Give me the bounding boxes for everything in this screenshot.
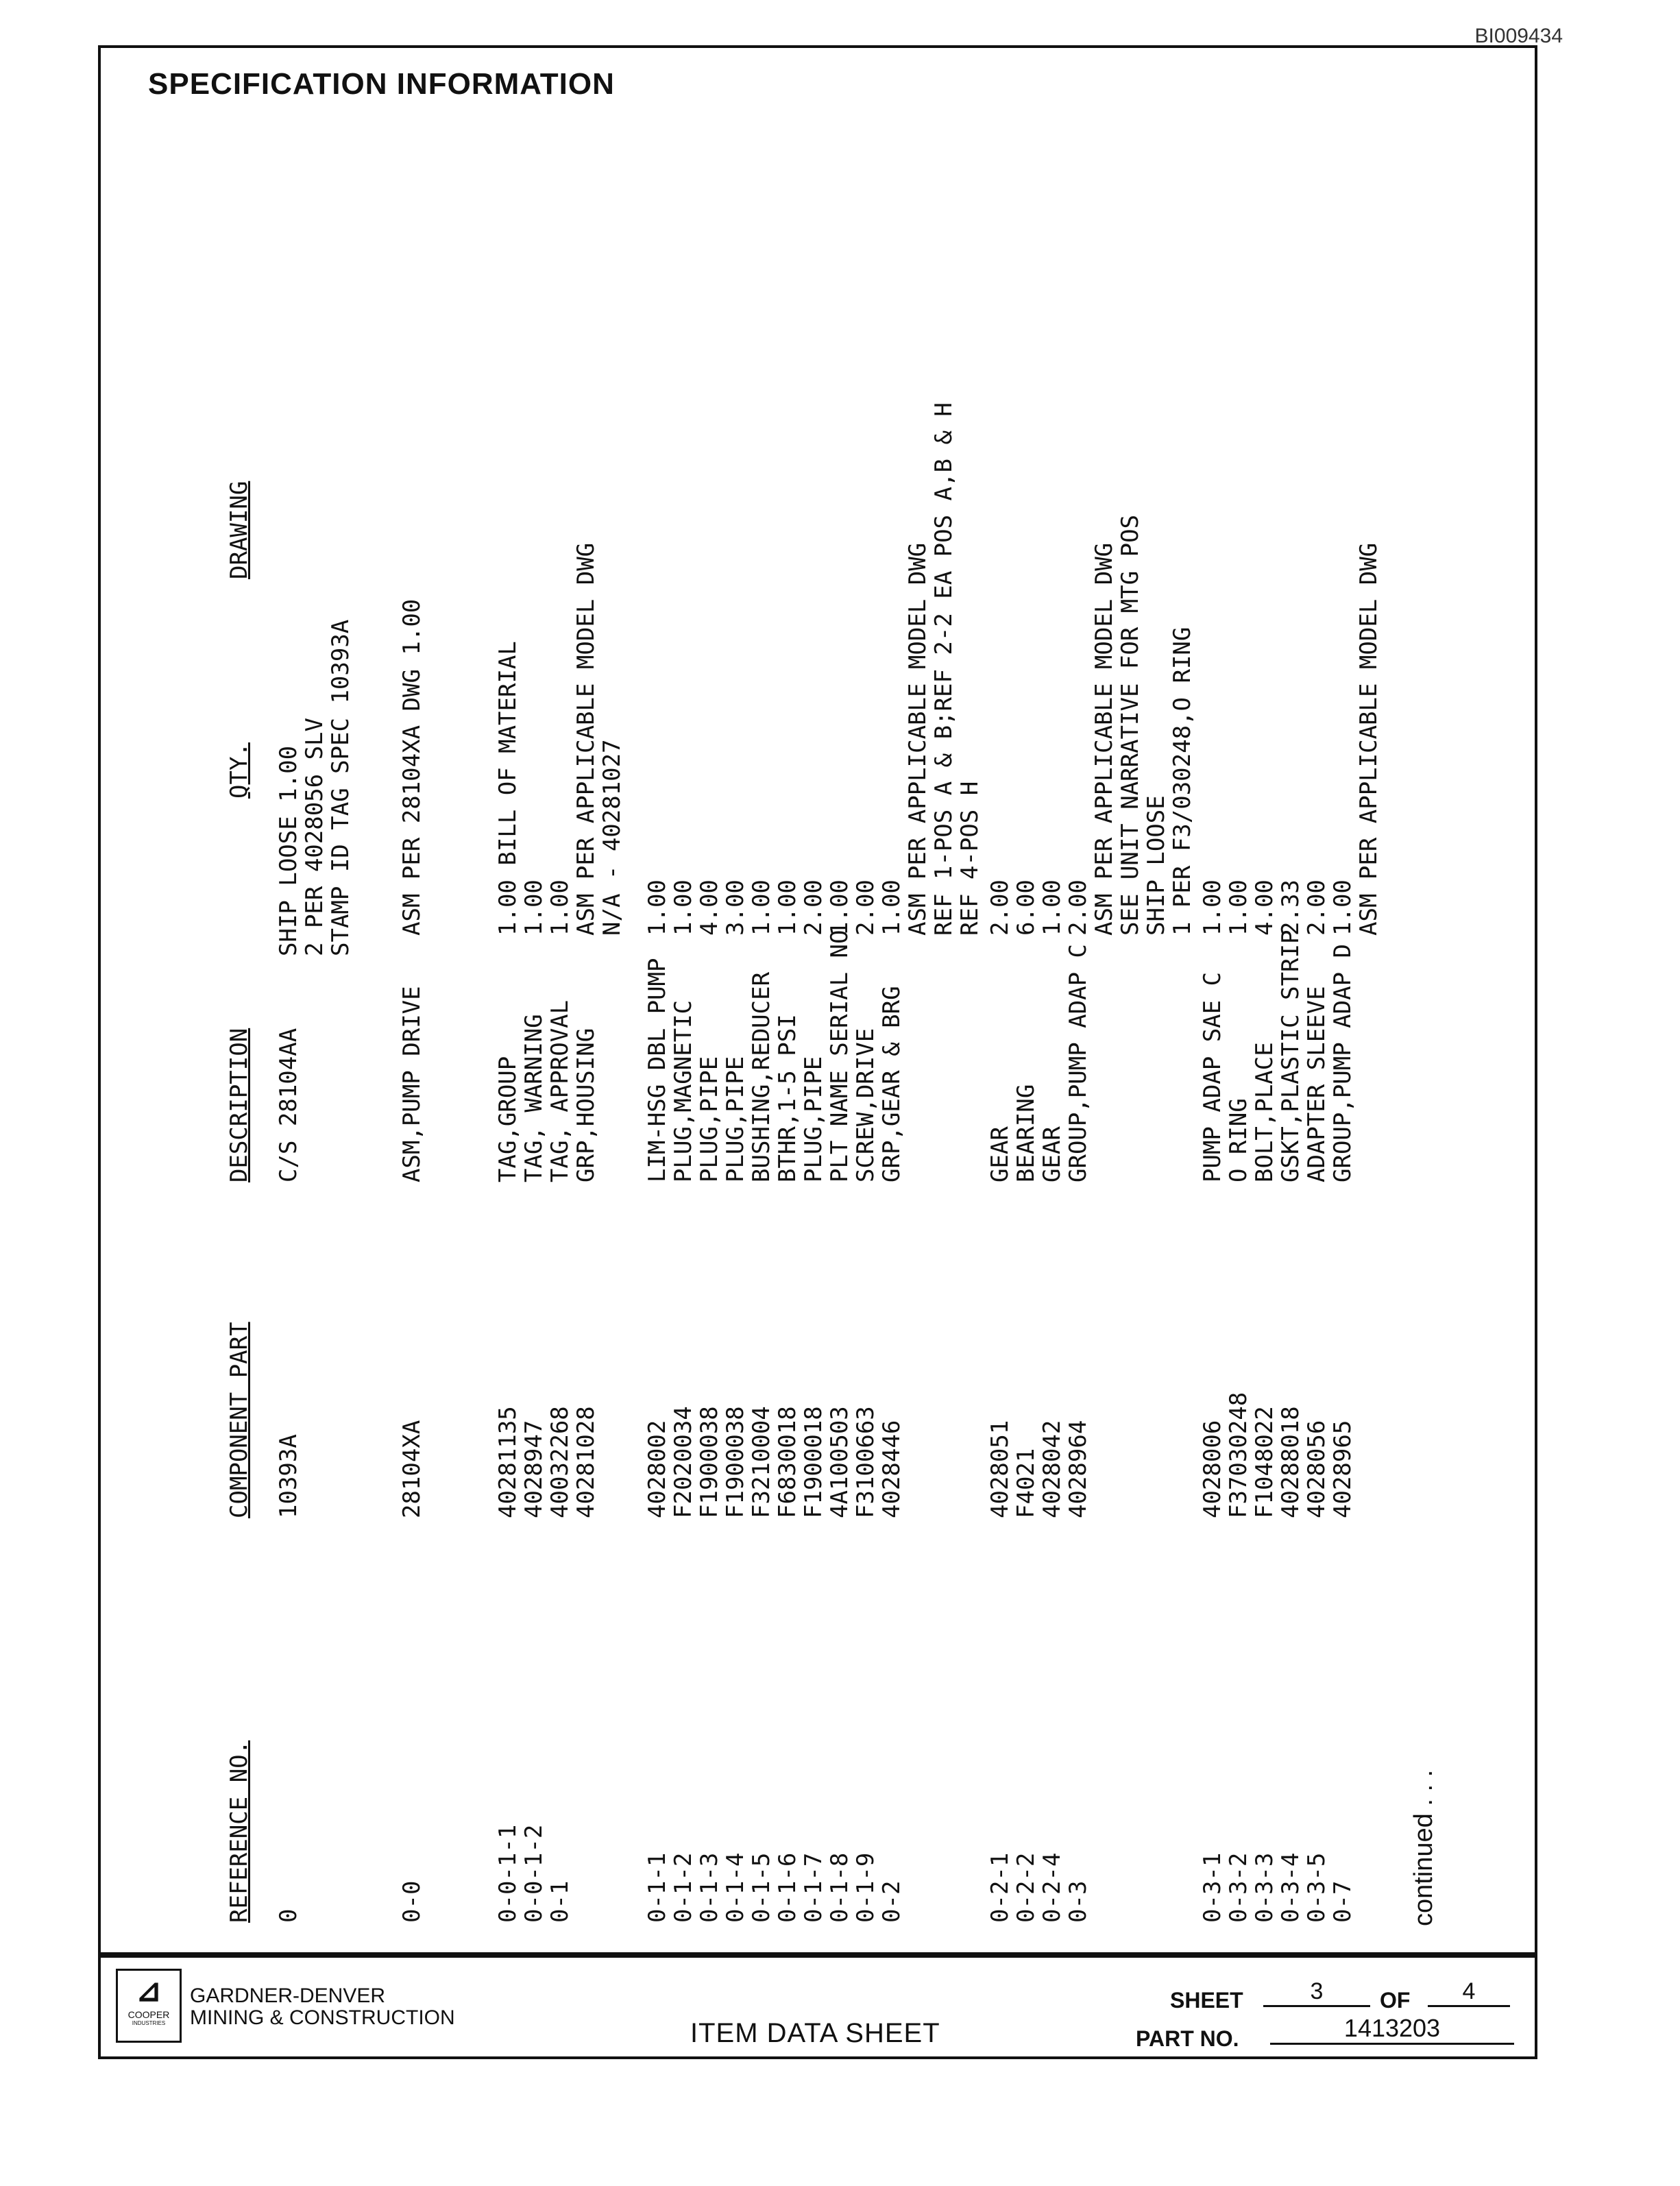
page-title: SPECIFICATION INFORMATION [148, 67, 615, 101]
row-ref: 0 [275, 1908, 302, 1923]
company-line-2: MINING & CONSTRUCTION [190, 2006, 455, 2029]
row-desc: TAG,GROUP TAG, WARNING TAG, APPROVAL GRP,HOUSING [494, 999, 600, 1182]
part-number-label: PART NO. [1136, 2026, 1239, 2051]
rotated-table [226, 99, 1453, 1923]
row-ref: 0-3-1 0-3-2 0-3-3 0-3-4 0-3-5 0-7 [1199, 1852, 1356, 1923]
column-header-component: COMPONENT PART [226, 1322, 253, 1518]
part-number: 1413203 [1270, 2014, 1514, 2045]
row-ref: 0-2-1 0-2-2 0-2-4 0-3 [986, 1852, 1092, 1923]
company-name [190, 1985, 455, 2029]
logo-subtext: INDUSTRIES [132, 2020, 166, 2026]
row-part: 4028002 F2020034 F1900038 F1900038 F3210004 F6830018 F1900018 4A100503 F3100663 4028446 [644, 1406, 905, 1518]
column-header-qty: QTY. [226, 742, 253, 799]
row-qty: 1.00 1.00 4.00 2.33 2.00 1.00 ASM PER APPLICABLE MODEL DWG [1199, 542, 1383, 936]
row-qty: SHIP LOOSE 1.00 2 PER 4028056 SLV STAMP ID TAG SPEC 10393A [275, 619, 354, 956]
continued-note: continued . . . [1409, 1769, 1438, 1926]
company-line-1: GARDNER-DENVER [190, 1984, 386, 2007]
sheet-total: 4 [1428, 1978, 1510, 2007]
row-desc: GEAR BEARING GEAR GROUP,PUMP ADAP C [986, 944, 1092, 1182]
row-ref: 0-0 [398, 1880, 426, 1923]
column-header-drawing: DRAWING [226, 481, 253, 579]
row-desc: LIM-HSG DBL PUMP PLUG,MAGNETIC PLUG,PIPE PLUG,PIPE BUSHING,REDUCER BTHR,1-5 PSI PLUG,PIPE PLT NAME SERIAL NO SCREW,DRIVE GRP,GEAR & BRG [644, 930, 905, 1182]
row-desc: ASM,PUMP DRIVE [398, 986, 426, 1182]
row-part: 40281135 4028947 40032268 40281028 [494, 1406, 600, 1518]
column-header-description: DESCRIPTION [226, 1028, 253, 1182]
row-ref: 0-0-1-1 0-0-1-2 0-1 [494, 1824, 574, 1923]
row-part: 4028051 F4021 4028042 4028964 [986, 1420, 1092, 1518]
row-part: 4028006 F37030248 F1048022 40288018 4028056 4028965 [1199, 1392, 1356, 1518]
row-ref: 0-1-1 0-1-2 0-1-3 0-1-4 0-1-5 0-1-6 0-1-7 0-1-8 0-1-9 0-2 [644, 1852, 905, 1923]
row-qty: 1.00 1.00 4.00 3.00 1.00 1.00 2.00 1.00 2.00 1.00 ASM PER APPLICABLE MODEL DWG REF 1-POS A & B;REF 2-2 EA POS A,B & H REF 4-POS H [644, 402, 984, 936]
row-desc: PUMP ADAP SAE C O RING BOLT,PLACE GSKT,PLASTIC STRIP ADAPTER SLEEVE GROUP,PUMP ADAP D [1199, 930, 1356, 1182]
column-header-reference: REFERENCE NO. [226, 1740, 253, 1923]
row-part: 28104XA [398, 1420, 426, 1518]
row-qty: ASM PER 28104XA DWG 1.00 [398, 598, 426, 936]
company-logo [116, 1969, 182, 2043]
row-qty: 2.00 6.00 1.00 2.00 ASM PER APPLICABLE MODEL DWG SEE UNIT NARRATIVE FOR MTG POS SHIP LOOSE 1 PER F3/030248,O RING [986, 514, 1196, 936]
logo-text: COOPER [127, 2009, 170, 2020]
title-block [98, 1955, 1537, 2059]
of-label: OF [1380, 1988, 1411, 2013]
document-title: ITEM DATA SHEET [690, 2018, 940, 2048]
row-part: 10393A [275, 1434, 302, 1518]
logo-icon: ⊿ [135, 1972, 162, 2008]
row-desc: C/S 28104AA [275, 1028, 302, 1182]
row-qty: 1.00 BILL OF MATERIAL 1.00 1.00 ASM PER APPLICABLE MODEL DWG N/A - 40281027 [494, 542, 626, 936]
bates-number: BI009434 [1474, 25, 1563, 47]
sheet-label: SHEET [1170, 1988, 1243, 2013]
sheet-number: 3 [1263, 1978, 1370, 2007]
